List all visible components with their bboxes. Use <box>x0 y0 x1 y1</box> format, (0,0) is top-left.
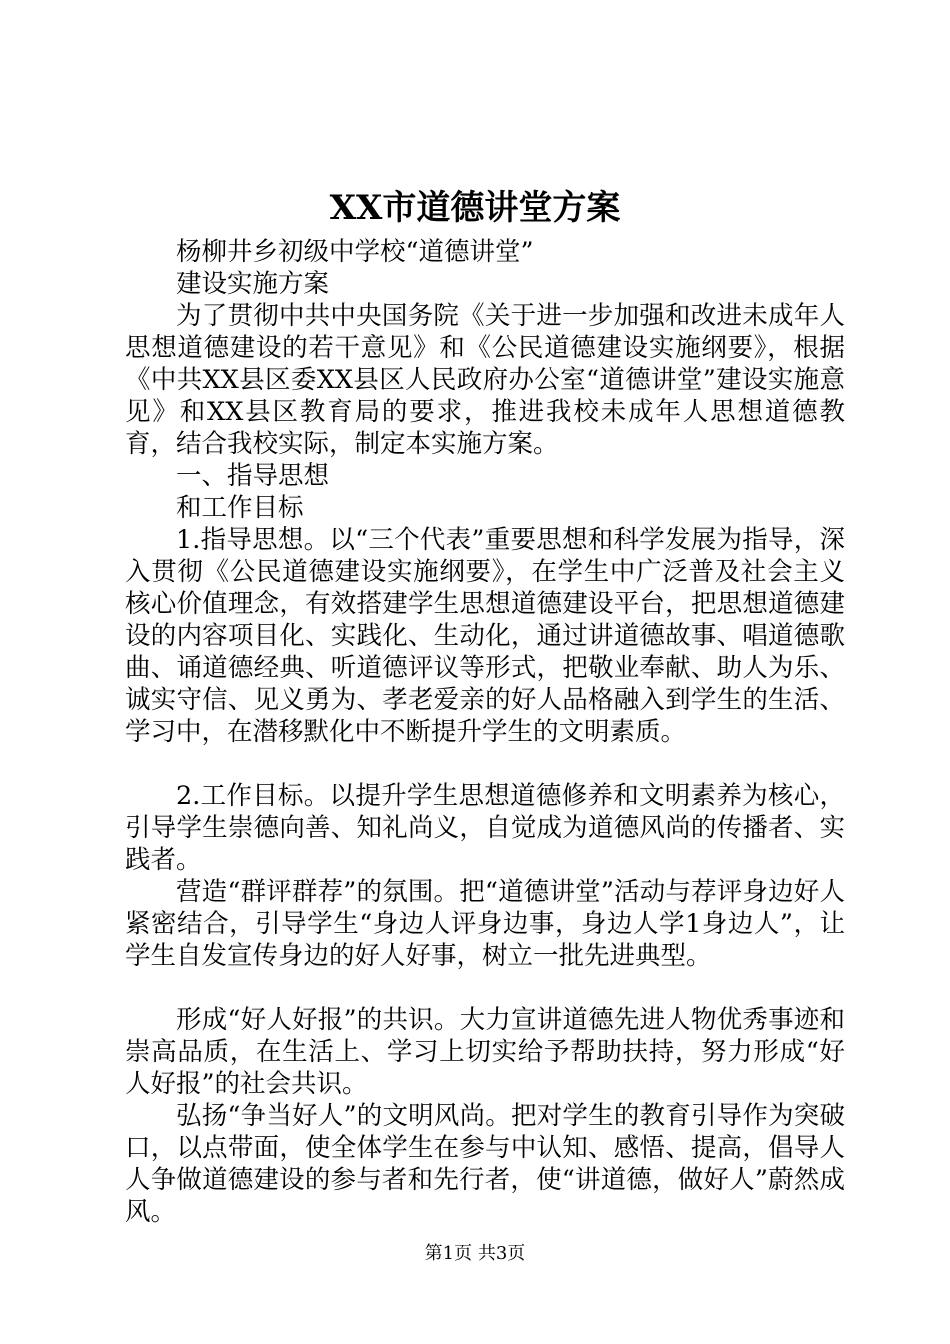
paragraph-guiding-thought: 1.指导思想。以“三个代表”重要思想和科学发展为指导，深入贯彻《公民道德建设实施纲要》，在学生中广泛普及社会主义核心价值理念，有效搭建学生思想道德建设平台，把思想道德建设的内容项目化、实践化、生动化，通过讲道德故事、唱道德歌曲、诵道德经典、听道德评议等形式，把敬业奉献、助人为乐、诚实守信、见义勇为、孝老爱亲的好人品格融入到学生的生活、学习中，在潜移默化中不断提升学生的文明素质。 <box>125 525 845 747</box>
document-title: XX市道德讲堂方案 <box>329 188 621 228</box>
section-heading-goals: 和工作目标 <box>176 493 304 523</box>
paragraph-atmosphere: 营造“群评群荐”的氛围。把“道德讲堂”活动与荐评身边好人紧密结合，引导学生“身边人评身边事，身边人学1身边人”，让学生自发宣传身边的好人好事，树立一批先进典型。 <box>125 877 845 971</box>
paragraph-subtitle: 建设实施方案 <box>176 269 330 299</box>
page-footer: 第1页 共3页 <box>424 1243 526 1264</box>
document-body <box>125 236 845 1228</box>
paragraph-consensus: 形成“好人好报”的共识。大力宣讲道德先进人物优秀事迹和崇高品质，在生活上、学习上切实给予帮助扶持，努力形成“好人好报”的社会共识。 <box>125 1005 845 1099</box>
paragraph-work-goal: 2.工作目标。以提升学生思想道德修养和文明素养为核心，引导学生崇德向善、知礼尚义，自觉成为道德风尚的传播者、实践者。 <box>125 781 845 875</box>
paragraph-promote: 弘扬“争当好人”的文明风尚。把对学生的教育引导作为突破口，以点带面，使全体学生在参与中认知、感悟、提高，倡导人人争做道德建设的参与者和先行者，使“讲道德，做好人”蔚然成风。 <box>125 1101 845 1227</box>
section-heading-guiding: 一、指导思想 <box>176 461 330 491</box>
paragraph-intro: 为了贯彻中共中央国务院《关于进一步加强和改进未成年人思想道德建设的若干意见》和《公民道德建设实施纲要》，根据《中共XX县区委XX县区人民政府办公室“道德讲堂”建设实施意见》和XX县区教育局的要求，推进我校未成年人思想道德教育，结合我校实际，制定本实施方案。 <box>125 301 845 459</box>
paragraph-school-name: 杨柳井乡初级中学校“道德讲堂” <box>176 237 534 267</box>
